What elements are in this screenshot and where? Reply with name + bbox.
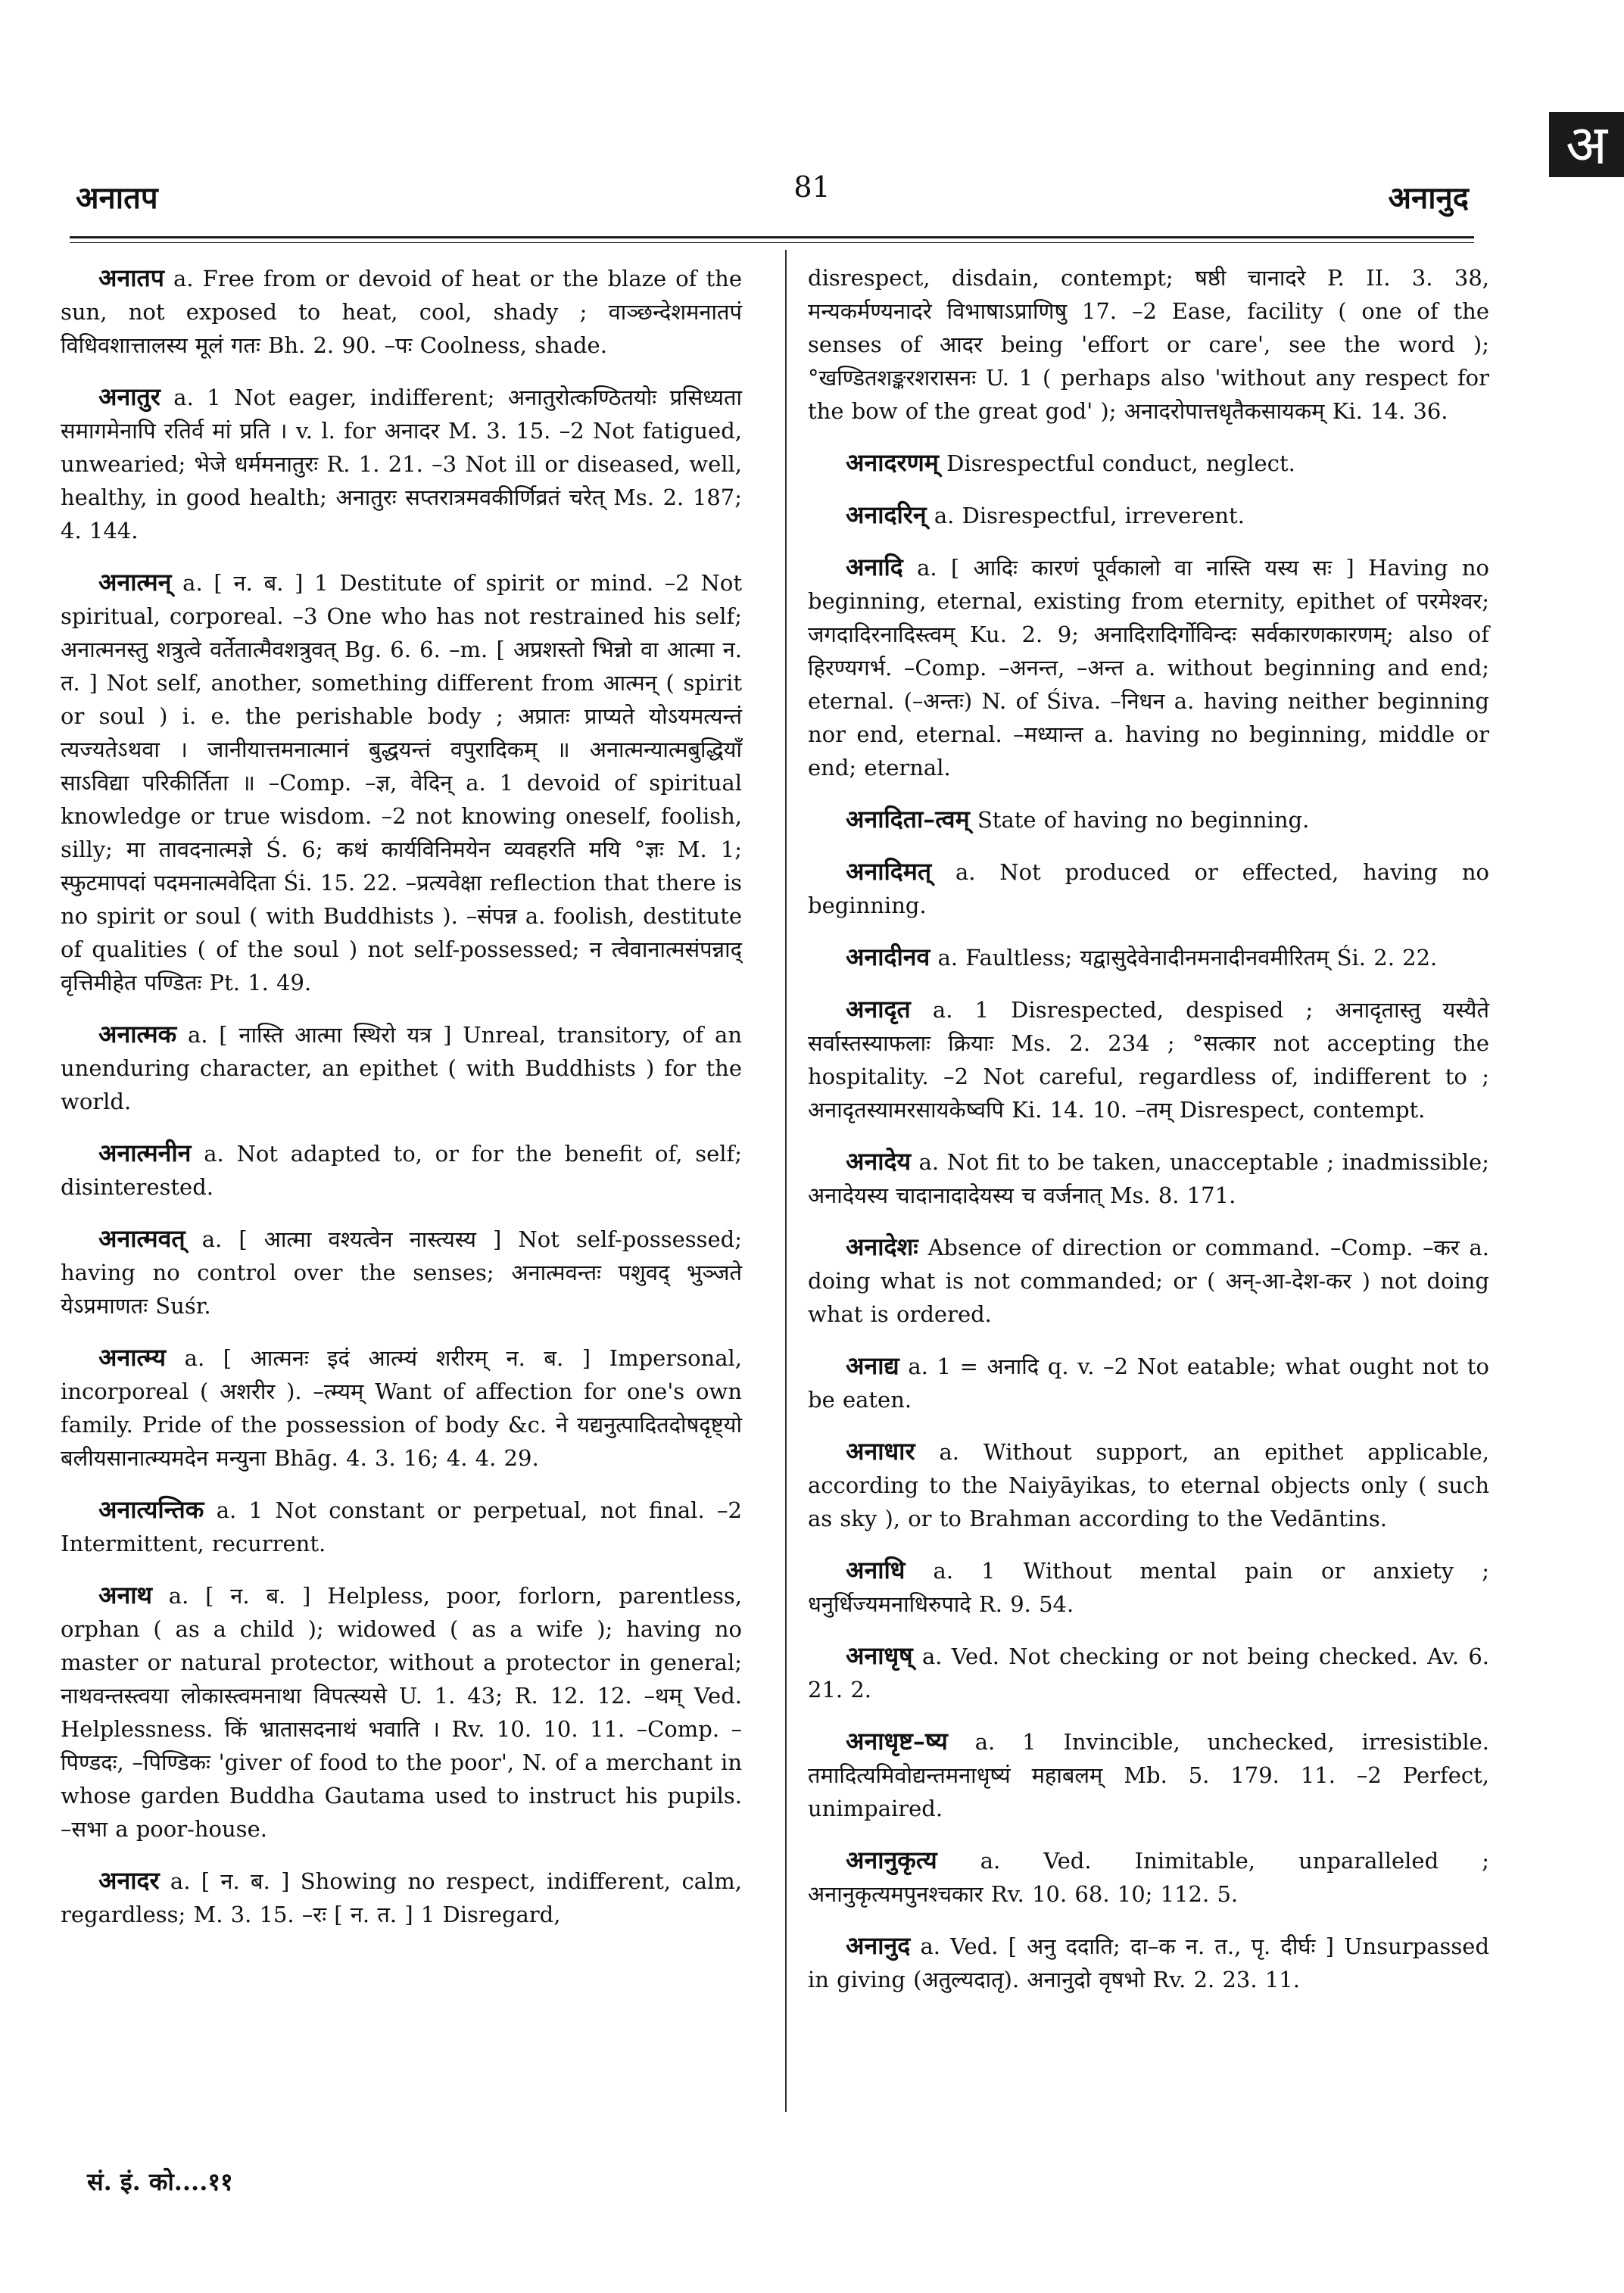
entry-definition: Absence of direction or command. –Comp. –कर a. doing what is not commanded; or ( अन्-आ-देश-कर ) not doing what is ordered. — [808, 1235, 1489, 1327]
thumb-index-tab: अ — [1549, 112, 1624, 177]
dictionary-entry — [61, 1136, 742, 1204]
entry-definition: Disrespectful conduct, neglect. — [946, 450, 1295, 476]
entry-definition: a. 1 Not constant or perpetual, not final. –2 Intermittent, recurrent. — [61, 1497, 743, 1556]
left-column — [61, 261, 742, 1949]
entry-headword: अनात्मवत् — [98, 1224, 185, 1253]
entry-definition: a. Ved. Not checking or not being checked. Av. 6. 21. 2. — [808, 1643, 1490, 1703]
dictionary-entry — [808, 855, 1489, 922]
entry-definition: a. Without support, an epithet applicable, according to the Naiyāyikas, to eternal objects only ( such as sky ), or to Brahman according to the Vedāntins. — [808, 1439, 1489, 1531]
dictionary-entry — [808, 992, 1489, 1126]
entry-headword: अनानुद — [846, 1931, 911, 1960]
entry-headword: अनात्मन् — [98, 568, 172, 597]
entry-headword: अनानुकृत्य — [846, 1846, 937, 1874]
entry-headword: अनादिता–त्वम् — [846, 805, 970, 833]
header-rule — [70, 236, 1474, 238]
entry-headword: अनात्म्य — [98, 1343, 167, 1372]
entry-definition: disrespect, disdain, contempt; षष्ठी चानादरे P. II. 3. 38, मन्यकर्मण्यनादरे विभाषाऽप्राणिषु 17. –2 Ease, facility ( one of the senses of आदर being 'effort or care', see the word ); °खण्डितशङ्करशरासनः U. 1 ( perhaps also 'without any respect for the bow of the great god' ); अनादरोपात्तधृतैकसायकम् Ki. 14. 36. — [808, 265, 1489, 424]
entry-headword: अनादीनव — [846, 942, 930, 971]
entry-headword: अनाथ — [98, 1581, 152, 1609]
entry-headword: अनादिमत् — [846, 857, 932, 886]
dictionary-entry — [61, 380, 742, 547]
entry-headword: अनात्मनीन — [98, 1139, 192, 1167]
entry-definition: a. [ नास्ति आत्मा स्थिरो यत्र ] Unreal, transitory, of an unenduring character, an epithet ( with Buddhists ) for the world. — [61, 1022, 742, 1114]
entry-headword: अनादर — [98, 1866, 160, 1895]
page-number: 81 — [793, 170, 831, 204]
entry-definition: a. Ved. Inimitable, unparalleled ; अनानुकृत्यमपुनश्चकार Rv. 10. 68. 10; 112. 5. — [808, 1848, 1489, 1907]
dictionary-entry — [808, 261, 1489, 428]
dictionary-entry — [808, 802, 1489, 837]
entry-definition: a. [ आत्मनः इदं आत्म्यं शरीरम् न. ब. ] Impersonal, incorporeal ( अशरीर ). –त्म्यम् Want of affection for one's own family. Pride of the possession of body &c. ने यद्यनुत्पादितदोषदृष्ट्यो बलीयसानात्म्यमदेन मन्युना Bhāg. 4. 3. 16; 4. 4. 29. — [61, 1345, 742, 1471]
entry-definition: a. Ved. [ अनु ददाति; दा–क न. त., पृ. दीर्घः ] Unsurpassed in giving (अतुल्यदातृ). अनानुदो वृषभो Rv. 2. 23. 11. — [808, 1933, 1490, 1992]
dictionary-entry — [808, 1349, 1489, 1416]
entry-headword: अनादि — [846, 553, 903, 581]
entry-definition: a. Not produced or effected, having no beginning. — [808, 859, 1489, 918]
dictionary-entry — [808, 1145, 1489, 1212]
entry-definition: a. [ आदिः कारणं पूर्वकालो वा नास्ति यस्य सः ] Having no beginning, eternal, existing from eternity, epithet of परमेश्वर; जगदादिरनादिस्त्वम् Ku. 2. 9; अनादिरादिर्गोविन्दः सर्वकारणकारणम्; also of हिरण्यगर्भ. –Comp. –अनन्त, –अन्त a. without beginning and end; eternal. (–अन्तः) N. of Śiva. –निधन a. having neither beginning nor end, eternal. –मध्यान्त a. having no beginning, middle or end; eternal. — [808, 555, 1490, 780]
dictionary-entry — [61, 1341, 742, 1475]
dictionary-entry — [808, 1843, 1489, 1911]
entry-headword: अनाधृष् — [846, 1641, 913, 1670]
running-head-left: अनातप — [76, 180, 158, 216]
entry-headword: अनादेय — [846, 1147, 912, 1176]
entry-definition: a. Not fit to be taken, unacceptable ; inadmissible; अनादेयस्य चादानादादेयस्य च वर्जनात् Ms. 8. 171. — [808, 1149, 1489, 1208]
entry-definition: a. [ आत्मा वश्यत्वेन नास्त्यस्य ] Not self-possessed; having no control over the senses; अनात्मवन्तः पशुवद् भुञ्जते येऽप्रमाणतः Suśr. — [61, 1226, 743, 1319]
dictionary-entry — [61, 1578, 742, 1846]
entry-definition: a. [ न. ब. ] Helpless, poor, forlorn, parentless, orphan ( as a child ); widowed ( as a wife ); having no master or natural protector, without a protector in general; नाथवन्तस्त्वया लोकास्त्वमनाथा विपत्स्यसे U. 1. 43; R. 12. 12. –थम् Ved. Helplessness. किं भ्रातासदनाथं भवाति । Rv. 10. 10. 11. –Comp. –पिण्डदः, –पिण्डिकः 'giver of food to the poor', N. of a merchant in whose garden Buddha Gautama used to instruct his pupils. –सभा a poor-house. — [61, 1583, 742, 1842]
dictionary-entry — [808, 1435, 1489, 1535]
header-rule-thin — [70, 242, 1474, 243]
entry-definition: a. 1 Invincible, unchecked, irresistible. तमादित्यमिवोद्यन्तमनाधृष्यं महाबलम् Mb. 5. 179. 11. –2 Perfect, unimpaired. — [808, 1729, 1489, 1821]
dictionary-entry — [808, 1724, 1489, 1825]
dictionary-entry — [808, 940, 1489, 974]
entry-definition: a. 1 Disrespected, despised ; अनादृतास्तु यस्यैते सर्वास्तस्याफलाः क्रियाः Ms. 2. 234 ; °सत्कार not accepting the hospitality. –2 Not careful, regardless of, indifferent to ; अनादृतस्यामरसायकेष्वपि Ki. 14. 10. –तम् Disrespect, contempt. — [808, 997, 1489, 1123]
entry-definition: a. Free from or devoid of heat or the blaze of the sun, not exposed to heat, cool, shady ; वाञ्छन्देशमनातपं विधिवशात्तालस्य मूलं गतः Bh. 2. 90. –पः Coolness, shade. — [61, 266, 742, 358]
entry-headword: अनातुर — [98, 382, 161, 411]
dictionary-entry — [808, 498, 1489, 532]
entry-headword: अनाधृष्ट–ष्य — [846, 1727, 948, 1756]
column-divider — [785, 250, 787, 2112]
entry-definition: a. [ न. ब. ] Showing no respect, indifferent, calm, regardless; M. 3. 15. –रः [ न. त. ] 1 Disregard, — [61, 1868, 743, 1927]
entry-headword: अनाधि — [846, 1556, 906, 1584]
dictionary-entry — [808, 1230, 1489, 1331]
dictionary-entry — [808, 1639, 1489, 1706]
dictionary-entry — [61, 1017, 742, 1118]
entry-headword: अनाधार — [846, 1437, 915, 1466]
entry-definition: a. [ न. ब. ] 1 Destitute of spirit or mind. –2 Not spiritual, corporeal. –3 One who has not restrained his self; अनात्मनस्तु शत्रुत्वे वर्तेतात्मैवशत्रुवत् Bg. 6. 6. –m. [ अप्रशस्तो भिन्नो वा आत्मा न. त. ] Not self, another, something different from आत्मन् ( spirit or soul ) i. e. the perishable body ; अप्रातः प्राप्यते योऽयमत्यन्तं त्यज्यतेऽथवा । जानीयात्तमनात्मानं बुद्धयन्तं वपुरादिकम् ॥ अनात्मन्यात्मबुद्धियाँ साऽविद्या परिकीर्तिता ॥ –Comp. –ज्ञ, वेदिन् a. 1 devoid of spiritual knowledge or true wisdom. –2 not knowing oneself, foolish, silly; मा तावदनात्मज्ञे Ś. 6; कथं कार्यविनिमयेन व्यवहरति मयि °ज्ञः M. 1; स्फुटमापदां पदमनात्मवेदिता Śi. 15. 22. –प्रत्यवेक्षा reflection that there is no spirit or soul ( with Buddhists ). –संपन्न a. foolish, destitute of qualities ( of the soul ) not self-possessed; न त्वेवानात्मसंपन्नाद् वृत्तिमीहेत पण्डितः Pt. 1. 49. — [61, 570, 742, 995]
dictionary-entry — [61, 565, 742, 999]
dictionary-entry — [808, 1553, 1489, 1621]
running-head-right: अनानुद — [1388, 180, 1469, 216]
dictionary-entry — [61, 261, 742, 362]
dictionary-entry — [808, 1929, 1489, 1996]
entry-headword: अनादृत — [846, 995, 911, 1023]
dictionary-entry — [808, 446, 1489, 480]
entry-definition: a. Disrespectful, irreverent. — [934, 503, 1245, 528]
entry-definition: a. Not adapted to, or for the benefit of, self; disinterested. — [61, 1141, 743, 1200]
dictionary-entry — [61, 1864, 742, 1931]
dictionary-entry — [808, 550, 1489, 784]
signature-mark: सं. इं. को....११ — [87, 2167, 233, 2196]
entry-definition: a. Faultless; यद्वासुदेवेनादीनमनादीनवमीरितम् Śi. 2. 22. — [937, 945, 1438, 970]
entry-definition: a. 1 Without mental pain or anxiety ; धनुर्धिज्यमनाधिरुपादे R. 9. 54. — [808, 1558, 1489, 1617]
entry-headword: अनाद्य — [846, 1351, 899, 1380]
right-column — [808, 261, 1489, 2014]
entry-headword: अनात्यन्तिक — [98, 1495, 204, 1524]
entry-definition: a. 1 Not eager, indifferent; अनातुरोत्कण्ठितयोः प्रसिध्यता समागमेनापि रतिर्व मां प्रति । v. l. for अनादर M. 3. 15. –2 Not fatigued, unwearied; भेजे धर्ममनातुरः R. 1. 21. –3 Not ill or diseased, well, healthy, in good health; अनातुरः सप्तरात्रमवकीर्णिव्रतं चरेत् Ms. 2. 187; 4. 144. — [61, 385, 742, 544]
entry-headword: अनादरिन् — [846, 500, 927, 529]
entry-definition: a. 1 = अनादि q. v. –2 Not eatable; what ought not to be eaten. — [808, 1354, 1489, 1413]
entry-headword: अनादरणम् — [846, 448, 939, 477]
dictionary-entry — [61, 1493, 742, 1560]
entry-headword: अनात्मक — [98, 1020, 177, 1048]
entry-headword: अनातप — [98, 263, 164, 292]
entry-headword: अनादेशः — [846, 1232, 918, 1261]
dictionary-entry — [61, 1222, 742, 1323]
entry-definition: State of having no beginning. — [977, 807, 1310, 833]
